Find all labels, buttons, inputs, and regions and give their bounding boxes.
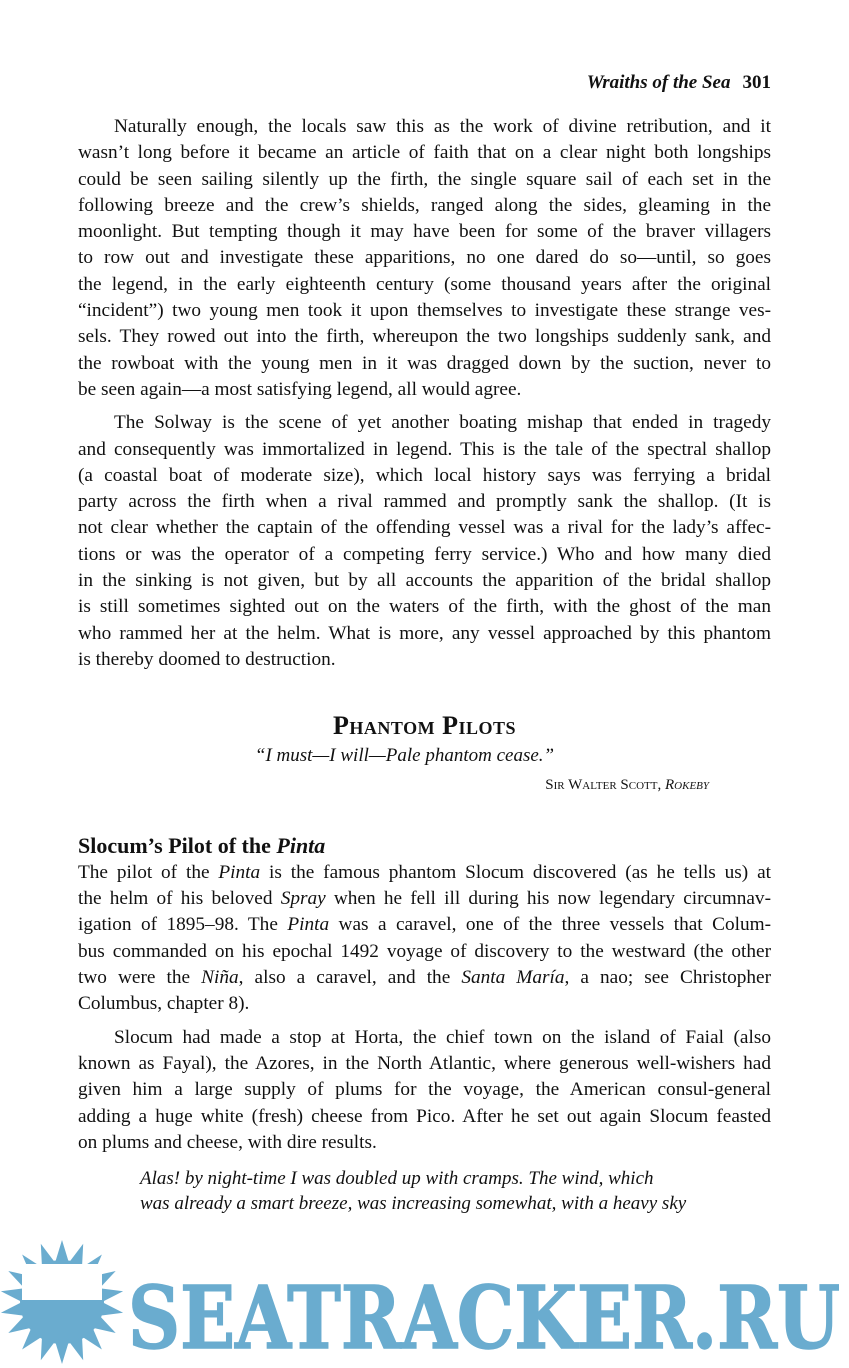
- text-line: [78, 272, 771, 298]
- paragraph: [78, 860, 771, 1018]
- text-run: party across the firth when a rival rammed and promptly sank the shallop. (It is: [78, 491, 771, 513]
- attribution-author: Sir Walter Scott,: [545, 776, 665, 793]
- subsection-title-italic: Pinta: [276, 832, 326, 858]
- text-line: [78, 965, 771, 991]
- page-number: 301: [742, 72, 771, 93]
- text-run: the rowboat with the young men in it was dragged down by the suction, never to: [78, 352, 771, 374]
- text-line: [78, 410, 771, 436]
- text-line: [78, 939, 771, 965]
- watermark-text: SEATRACKER.RU: [128, 1268, 840, 1368]
- text-run: wasn’t long before it became an article of faith that on a clear night both longships: [78, 142, 771, 164]
- text-line: [78, 594, 771, 620]
- text-run: sels. They rowed out into the firth, whereupon the two longships suddenly sank, and: [78, 326, 771, 348]
- text-run: moonlight. But tempting though it may have been for some of the braver villagers: [78, 221, 771, 243]
- text-run: is the famous phantom Slocum discovered (as he tells us) at: [260, 861, 771, 883]
- text-line: [78, 140, 771, 166]
- text-run: Slocum had made a stop at Horta, the chief town on the island of Faial (also: [114, 1026, 771, 1048]
- text-run: Columbus, chapter 8).: [78, 993, 250, 1015]
- italic-text: Pinta: [218, 861, 261, 883]
- text-line: [78, 860, 771, 886]
- text-run: and consequently was immortalized in legend. This is the tale of the spectral shallop: [78, 438, 771, 460]
- text-run: bus commanded on his epochal 1492 voyage of discovery to the westward (the other: [78, 940, 771, 962]
- text-run: , also a caravel, and the: [238, 967, 462, 989]
- text-line: [78, 351, 771, 377]
- text-line: [78, 377, 771, 403]
- text-run: could be seen sailing silently up the firth, the single square sail of each set in the: [78, 168, 771, 190]
- text-line: [78, 219, 771, 245]
- text-line: [78, 324, 771, 350]
- watermark-logo: [0, 1240, 849, 1368]
- text-line: [78, 167, 771, 193]
- text-line: [78, 542, 771, 568]
- text-run: to row out and investigate these apparitions, no one dared do so—until, so goes: [78, 247, 771, 269]
- paragraph: [78, 410, 771, 673]
- text-line: [78, 1104, 771, 1130]
- text-line: [78, 437, 771, 463]
- text-line: [78, 647, 771, 673]
- text-run: be seen again—a most satisfying legend, all would agree.: [78, 378, 522, 400]
- subsection-heading: [78, 832, 771, 860]
- italic-text: Santa María: [461, 967, 565, 989]
- text-line: [78, 298, 771, 324]
- text-line: [78, 193, 771, 219]
- text-run: tions or was the operator of a competing ferry service.) Who and how many died: [78, 543, 771, 565]
- text-line: [78, 245, 771, 271]
- text-run: following breeze and the crew’s shields, ranged along the sides, gleaming in the: [78, 194, 771, 216]
- text-run: The Solway is the scene of yet another boating mishap that ended in tragedy: [114, 412, 771, 434]
- quote-line: was already a smart breeze, was increasing somewhat, with a heavy sky: [140, 1193, 687, 1215]
- text-run: (a coastal boat of moderate size), which local history says was ferrying a bridal: [78, 464, 771, 486]
- text-line: [78, 568, 771, 594]
- epigraph: “I must—I will—Pale phantom cease.”: [254, 745, 555, 767]
- text-run: in the sinking is not given, but by all accounts the apparition of the bridal shallop: [78, 570, 771, 592]
- text-run: is still sometimes sighted out on the waters of the firth, with the ghost of the man: [78, 596, 771, 618]
- quote-line: Alas! by night-time I was doubled up with cramps. The wind, which: [140, 1168, 654, 1190]
- page-body: [78, 114, 771, 1216]
- text-line: [78, 1051, 771, 1077]
- text-line: [78, 463, 771, 489]
- text-line: [78, 621, 771, 647]
- text-run: two were the: [78, 967, 202, 989]
- epigraph-attribution: [78, 772, 771, 798]
- text-run: given him a large supply of plums for the voyage, the American consul-general: [78, 1079, 771, 1101]
- text-run: adding a huge white (fresh) cheese from Pico. After he set out again Slocum feasted: [78, 1105, 771, 1127]
- text-line: [78, 886, 771, 912]
- text-run: , a nao; see Christopher: [564, 967, 771, 989]
- text-line: [78, 991, 771, 1017]
- text-run: was a caravel, one of the three vessels that Colum-: [329, 914, 771, 936]
- running-title: Wraiths of the Sea: [586, 72, 731, 93]
- text-line: [78, 1025, 771, 1051]
- italic-text: Niña: [201, 967, 239, 989]
- attribution-work: Rokeby: [665, 776, 709, 793]
- text-run: igation of 1895–98. The: [78, 914, 288, 936]
- text-line: [78, 489, 771, 515]
- text-line: [78, 912, 771, 938]
- text-line: [78, 1130, 771, 1156]
- text-line: [78, 1077, 771, 1103]
- text-run: is thereby doomed to destruction.: [78, 648, 336, 670]
- italic-text: Pinta: [287, 914, 330, 936]
- text-run: known as Fayal), the Azores, in the North Atlantic, where generous well-wishers had: [78, 1052, 771, 1074]
- text-run: Naturally enough, the locals saw this as the work of divine retribution, and it: [114, 116, 771, 137]
- paragraph: [78, 1025, 771, 1156]
- section-heading: Phantom Pilots: [333, 711, 516, 741]
- running-header: [587, 72, 771, 94]
- text-run: The pilot of the: [78, 861, 219, 883]
- sun-icon: [1, 1240, 123, 1364]
- paragraphs-group-1: [78, 114, 771, 673]
- text-run: the helm of his beloved: [78, 888, 281, 910]
- text-line: [78, 515, 771, 541]
- text-line: [78, 114, 771, 140]
- text-run: on plums and cheese, with dire results.: [78, 1131, 377, 1153]
- text-run: when he fell ill during his now legendary circumnav-: [325, 888, 771, 910]
- block-quote: [140, 1166, 690, 1216]
- text-run: “incident”) two young men took it upon themselves to investigate these strange ves-: [78, 300, 771, 322]
- text-run: the legend, in the early eighteenth century (some thousand years after the original: [78, 273, 771, 295]
- italic-text: Spray: [280, 888, 326, 910]
- paragraph: [78, 114, 771, 403]
- text-run: not clear whether the captain of the offending vessel was a rival for the lady’s affec-: [78, 517, 771, 539]
- subsection-title: Slocum’s Pilot of the: [78, 832, 277, 858]
- text-run: who rammed her at the helm. What is more, any vessel approached by this phantom: [78, 622, 771, 644]
- paragraphs-group-2: [78, 860, 771, 1156]
